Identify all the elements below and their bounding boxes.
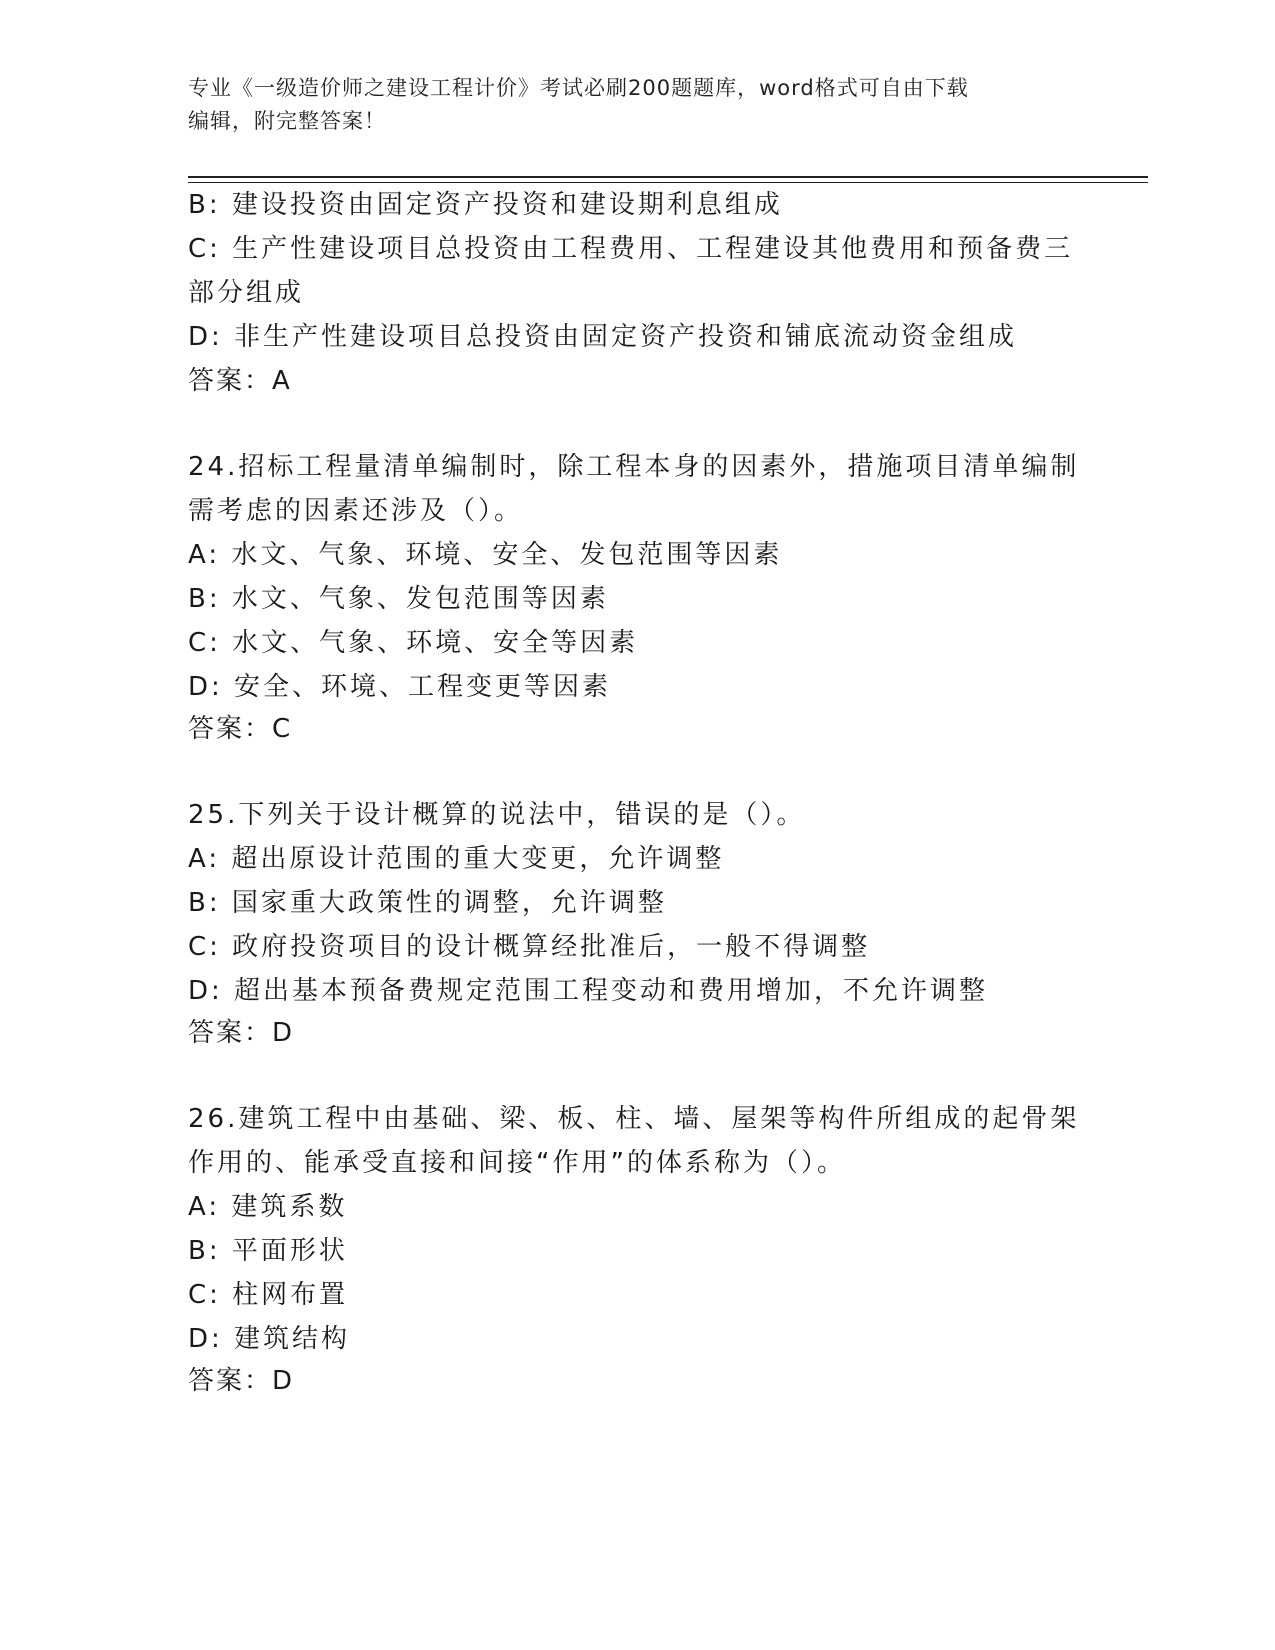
- header-rule-thin: [188, 182, 1148, 183]
- document-header: [188, 72, 1088, 138]
- q24-option-b: B: 水文、气象、发包范围等因素: [188, 584, 609, 614]
- q25-option-d: D: 超出基本预备费规定范围工程变动和费用增加，不允许调整: [188, 976, 989, 1006]
- q25-option-b: B: 国家重大政策性的调整，允许调整: [188, 888, 667, 918]
- q24-option-a: A: 水文、气象、环境、安全、发包范围等因素: [188, 540, 783, 570]
- q24-option-d: D: 安全、环境、工程变更等因素: [188, 672, 612, 702]
- q23-option-d: D: 非生产性建设项目总投资由固定资产投资和铺底流动资金组成: [188, 322, 1018, 352]
- q24-answer: 答案：C: [188, 714, 293, 744]
- q24-stem-line-2: 需考虑的因素还涉及（）。: [188, 496, 524, 526]
- q26-stem-line-2: 作用的、能承受直接和间接“作用”的体系称为（）。: [188, 1148, 846, 1178]
- q23-option-b: B: 建设投资由固定资产投资和建设期利息组成: [188, 190, 783, 220]
- q23-option-c-line-2: 部分组成: [188, 278, 305, 308]
- q24-stem-line-1: 24.招标工程量清单编制时，除工程本身的因素外，措施项目清单编制: [188, 452, 1080, 482]
- q25-answer: 答案：D: [188, 1018, 295, 1048]
- q23-option-c-line-1: C: 生产性建设项目总投资由工程费用、工程建设其他费用和预备费三: [188, 234, 1074, 264]
- q26-option-b: B: 平面形状: [188, 1236, 348, 1266]
- q26-option-c: C: 柱网布置: [188, 1280, 349, 1310]
- header-title-line-1: 专业《一级造价师之建设工程计价》考试必刷200题题库，word格式可自由下载: [188, 76, 969, 100]
- q26-answer: 答案：D: [188, 1366, 295, 1396]
- q26-option-a: A: 建筑系数: [188, 1192, 348, 1222]
- q26-stem-line-1: 26.建筑工程中由基础、梁、板、柱、墙、屋架等构件所组成的起骨架: [188, 1104, 1080, 1134]
- header-rule-thick: [188, 176, 1148, 178]
- header-title-line-2: 编辑，附完整答案！: [188, 109, 386, 133]
- q24-option-c: C: 水文、气象、环境、安全等因素: [188, 628, 639, 658]
- q25-option-c: C: 政府投资项目的设计概算经批准后，一般不得调整: [188, 932, 871, 962]
- q26-option-d: D: 建筑结构: [188, 1324, 351, 1354]
- q25-option-a: A: 超出原设计范围的重大变更，允许调整: [188, 844, 725, 874]
- q25-stem: 25.下列关于设计概算的说法中，错误的是（）。: [188, 800, 806, 830]
- q23-answer: 答案：A: [188, 366, 292, 396]
